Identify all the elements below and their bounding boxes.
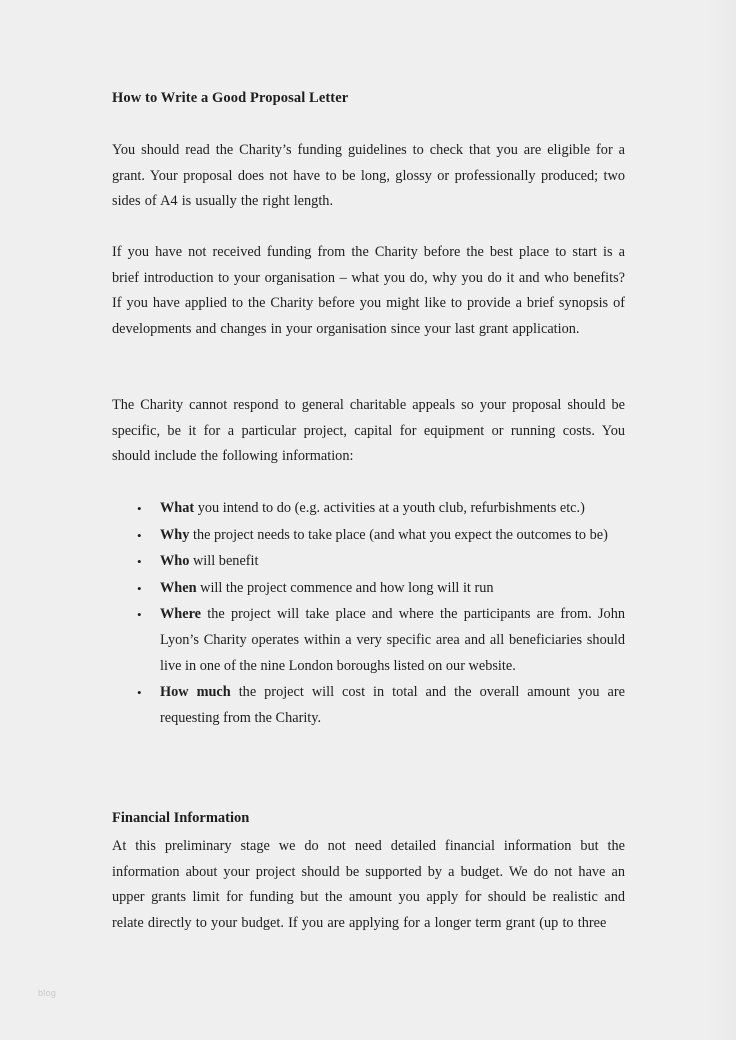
bullet-text: the project will take place and where the participants are from. John Lyon’s Charity operates within a very specific area and all beneficiaries should live in one of the nine London boroughs listed on our website.	[160, 606, 625, 674]
information-bullet-list	[112, 496, 625, 732]
bullet-text: the project will cost in total and the overall amount you are requesting from the Charity.	[160, 684, 626, 726]
paragraph-eligibility: You should read the Charity’s funding guidelines to check that you are eligible for a grant. Your proposal does not have to be long, glossy or professionally produced; two sides of A4 is usually the right length.	[112, 142, 625, 210]
paragraph-financial: At this preliminary stage we do not need detailed financial information but the information about your project should be supported by a budget. We do not have an upper grants limit for funding but the amount you apply for should be realistic and relate directly to your budget. If you are applying for a longer term grant (up to three	[112, 838, 625, 931]
bullet-icon: •	[137, 501, 142, 516]
bullet-text: you intend to do (e.g. activities at a youth club, refurbishments etc.)	[194, 500, 585, 516]
bullet-lead: Where	[160, 606, 202, 623]
bullet-lead: How much	[160, 684, 231, 701]
list-item	[112, 602, 625, 679]
bullet-lead: When	[160, 579, 197, 596]
bullet-text: the project needs to take place (and what you expect the outcomes to be)	[189, 526, 608, 543]
bullet-icon: •	[137, 685, 142, 701]
bullet-icon: •	[137, 527, 142, 543]
list-item	[112, 523, 625, 549]
bullet-lead: What	[160, 500, 195, 516]
bullet-icon: •	[137, 554, 142, 570]
bullet-icon: •	[137, 607, 142, 623]
bullet-text: will the project commence and how long will it run	[196, 579, 494, 596]
bullet-lead: Who	[160, 553, 190, 570]
list-item	[112, 549, 625, 575]
list-item	[112, 680, 625, 731]
paragraph-introduction: If you have not received funding from the Charity before the best place to start is a brief introduction to your organisation – what you do, why you do it and who benefits? If you have applied to the Charity before you might like to provide a brief synopsis of developments and changes in your organisation since your last grant application.	[112, 244, 625, 337]
document-title: How to Write a Good Proposal Letter	[112, 90, 349, 106]
list-item	[112, 576, 625, 602]
page-edge-shadow	[706, 0, 736, 1040]
watermark: blog	[38, 988, 57, 998]
bullet-icon: •	[137, 580, 142, 596]
list-item	[112, 496, 625, 522]
bullet-text: will benefit	[189, 553, 259, 570]
financial-information-heading: Financial Information	[112, 810, 250, 826]
bullet-lead: Why	[160, 526, 190, 543]
paragraph-specific-proposal: The Charity cannot respond to general charitable appeals so your proposal should be specific, be it for a particular project, capital for equipment or running costs. You should include the following information:	[112, 397, 625, 465]
